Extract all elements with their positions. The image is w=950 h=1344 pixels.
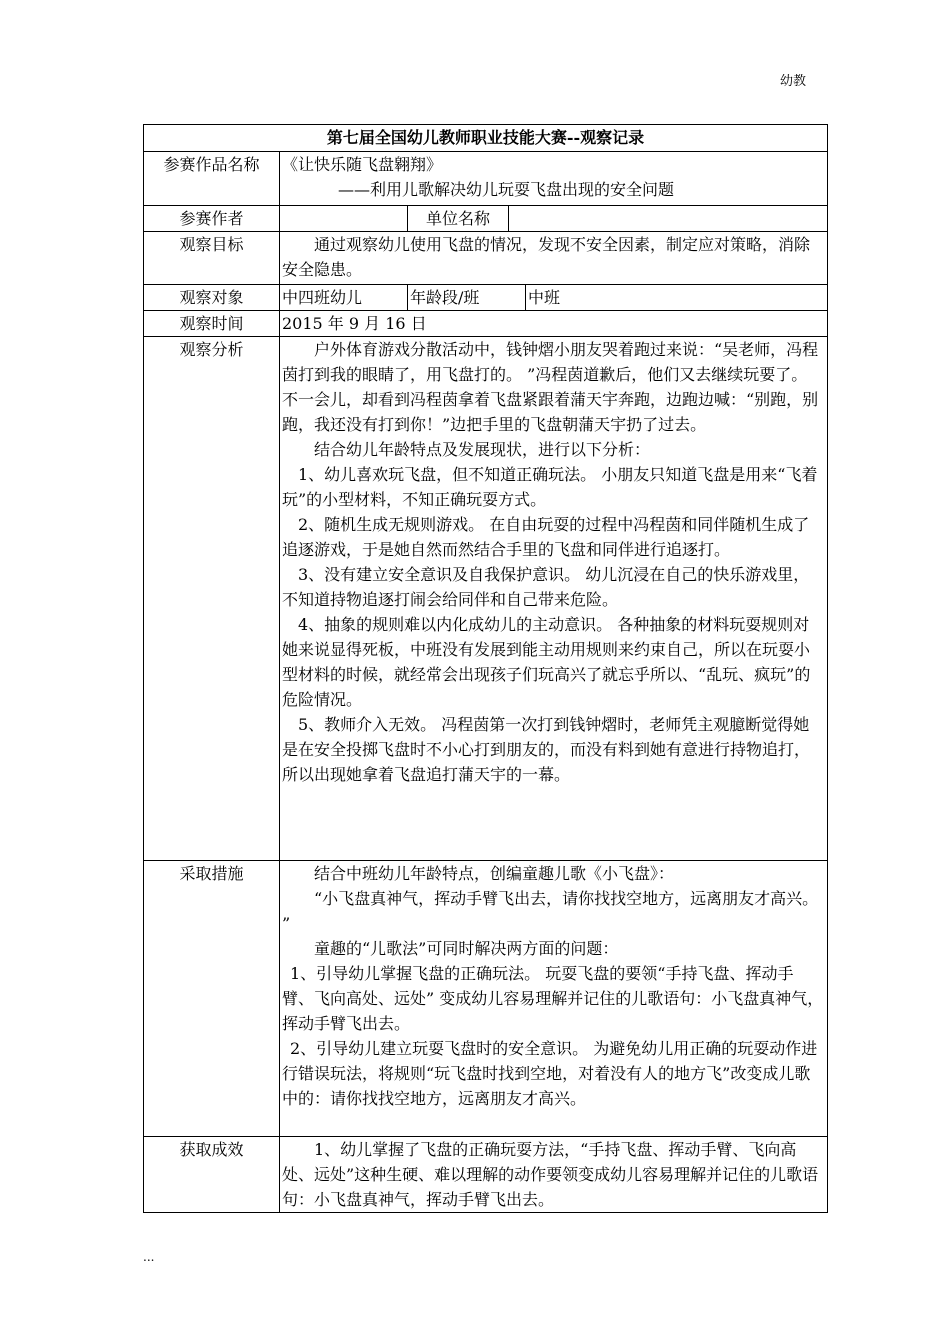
goal-text: 通过观察幼儿使用飞盘的情况，发现不安全因素，制定应对策略，消除安全隐患。 <box>280 232 828 285</box>
measures-paragraph: 童趣的“儿歌法”可同时解决两方面的问题： <box>314 939 619 958</box>
work-name-line2: ——利用儿歌解决幼儿玩耍飞盘出现的安全问题 <box>338 180 675 199</box>
measures-paragraph: 2、引导幼儿建立玩耍飞盘时的安全意识。 为避免幼儿用正确的玩耍动作进行错误玩法，将规则“玩飞盘时找到空地，对着没有人的地方飞”改变成儿歌中的：请你找找空地方，远离朋友才高兴。 <box>282 1039 818 1108</box>
work-name-line1: 《让快乐随飞盘翱翔》 <box>282 155 443 174</box>
measures-paragraph: 结合中班幼儿年龄特点，创编童趣儿歌《小飞盘》： <box>314 864 675 883</box>
unit-value <box>509 206 828 232</box>
measures-content <box>280 861 828 1137</box>
analysis-paragraph: 4、抽象的规则难以内化成幼儿的主动意识。 各种抽象的材料玩耍规则对她来说显得死板，中班没有发展到能主动用规则来约束自己，所以在玩耍小型材料的时候，就经常会出现孩子们玩高兴了就忘乎所以、“乱玩、疯玩”的危险情况。 <box>282 615 811 709</box>
analysis-paragraph: 户外体育游戏分散活动中，钱钟熠小朋友哭着跑过来说：“吴老师，冯程茵打到我的眼睛了，用飞盘打的。 ”冯程茵道歉后，他们又去继续玩要了。 不一会儿，却看到冯程茵拿着飞盘紧跟着蒲天宇奔跑，边跑边喊：“别跑，别跑，我还没有打到你！”边把手里的飞盘朝蒲天宇扔了过去。 <box>282 340 819 434</box>
results-label: 获取成效 <box>144 1137 280 1213</box>
analysis-paragraph: 2、随机生成无规则游戏。 在自由玩耍的过程中冯程茵和同伴随机生成了追逐游戏，于是她自然而然结合手里的飞盘和同伴进行追逐打。 <box>282 515 810 559</box>
header-tag: 幼教 <box>780 74 807 89</box>
author-label: 参赛作者 <box>144 206 280 232</box>
unit-label: 单位名称 <box>408 206 509 232</box>
goal-label: 观察目标 <box>144 232 280 285</box>
time-value: 2015 年 9 月 16 日 <box>280 311 828 337</box>
measures-paragraph: “小飞盘真神气，挥动手臂飞出去，请你找找空地方，远离朋友才高兴。 ” <box>282 889 819 933</box>
age-group-label: 年龄段/班 <box>408 285 526 311</box>
footer-ellipsis: ... <box>143 1250 155 1264</box>
observation-record-table <box>143 124 828 1213</box>
results-content <box>280 1137 828 1213</box>
analysis-paragraph: 结合幼儿年龄特点及发展现状，进行以下分析： <box>314 440 651 459</box>
work-name-label: 参赛作品名称 <box>144 152 280 206</box>
analysis-paragraph: 3、没有建立安全意识及自我保护意识。 幼儿沉浸在自己的快乐游戏里，不知道持物追逐打闹会给同伴和自己带来危险。 <box>282 565 810 609</box>
analysis-content <box>280 337 828 861</box>
measures-label: 采取措施 <box>144 861 280 1137</box>
record-title: 第七届全国幼儿教师职业技能大赛--观察记录 <box>144 125 828 152</box>
measures-paragraph: 1、引导幼儿掌握飞盘的正确玩法。 玩耍飞盘的要领“手持飞盘、挥动手臂、飞向高处、远处” 变成幼儿容易理解并记住的儿歌语句：小飞盘真神气，挥动手臂飞出去。 <box>282 964 824 1033</box>
analysis-paragraph: 5、教师介入无效。 冯程茵第一次打到钱钟熠时，老师凭主观臆断觉得她是在安全投掷飞盘时不小心打到朋友的，而没有料到她有意进行持物追打，所以出现她拿着飞盘追打蒲天宇的一幕。 <box>282 715 811 784</box>
work-name-value <box>280 152 828 206</box>
subject-value: 中四班幼儿 <box>280 285 408 311</box>
age-group-value: 中班 <box>526 285 828 311</box>
analysis-paragraph: 1、幼儿喜欢玩飞盘，但不知道正确玩法。 小朋友只知道飞盘是用来“飞着玩”的小型材料，不知正确玩耍方式。 <box>282 465 818 509</box>
subject-label: 观察对象 <box>144 285 280 311</box>
analysis-label: 观察分析 <box>144 337 280 861</box>
author-value <box>280 206 408 232</box>
results-paragraph: 1、幼儿掌握了飞盘的正确玩耍方法，“手持飞盘、挥动手臂、飞向高处、远处”这种生硬、难以理解的动作要领变成幼儿容易理解并记住的儿歌语句：小飞盘真神气，挥动手臂飞出去。 <box>282 1140 819 1209</box>
time-label: 观察时间 <box>144 311 280 337</box>
